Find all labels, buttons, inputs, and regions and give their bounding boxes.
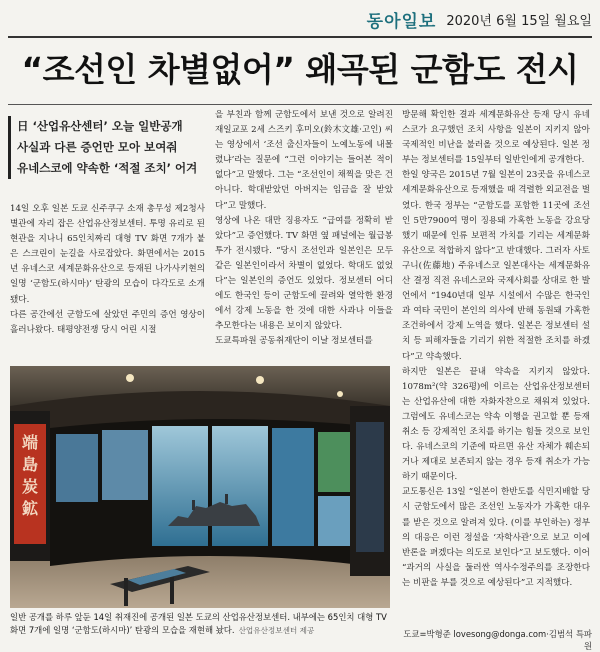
sign-char-2: 島: [21, 455, 39, 474]
deck: [8, 116, 215, 179]
article-column-1: 14일 오후 일본 도쿄 신주쿠구 소재 총무성 제2청사 별관에 자리 잡은 산업유산정보센터. 투명 유리로 된 현관을 지나니 65인치짜리 대형 TV 화면 7개가 붙은 스크린이 눈길을 사로잡았다. 화면에서는 2015년 유네스코 세계문화유산으로 등재된 나가사키현의 일명 ‘군함도(하시마)’ 탄광의 모습이 다각도로 소개됐다. 다른 공간에선 군함도에 살았던 주민의 증언 영상이 흘러나왔다. 태평양전쟁 당시 어린 시절: [10, 204, 205, 335]
byline: 도쿄=박형준 lovesong@donga.com·김범석 특파원: [403, 629, 592, 651]
deck-line-3: 유네스코에 약속한 ‘적절 조치’ 어겨: [17, 161, 198, 175]
deck-line-2: 사실과 다른 증언만 모아 보여줘: [17, 140, 178, 154]
newspaper-logo: 동아일보: [366, 11, 437, 32]
masthead: [0, 6, 592, 32]
deck-line-1: 日 ‘산업유산센터’ 오늘 일반공개: [17, 119, 183, 133]
sign-char-3: 炭: [21, 477, 39, 496]
issue-date: 2020년 6월 15일 월요일: [446, 13, 592, 29]
article-column-3: 방문해 확인한 결과 세계문화유산 등재 당시 유네스코가 요구했던 조치 사항을 일본이 지키지 않아 국제적인 비난을 불러올 것으로 예상된다. 일본 정부는 정보센터를 15일부터 일반인에게 공개한다. 한일 양국은 2015년 7월 일본이 23곳을 유네스코 세계문화유산으로 등재했을 때 격렬한 외교전을 벌였다. 한국 정부는 “군함도를 포함한 11곳에 조선인 5만7900여 명이 징용돼 가혹한 노동을 강요당했기 때문에 인류 보편적 가치를 기리는 세계문화유산으로 적합하지 않다”고 반대했다. 그러자 사토 구니(佐藤地) 주유네스코 일본대사는 세계문화유산 결정 직전 유네스코와 국제사회를 상대로 한 발언에서 “1940년대 일부 시설에서 수많은 한국인과 여타 국민이 본인의 의사에 반해 동원돼 가혹한 조건하에서 강제 노역을 했다. 일본은 정보센터 설치 등 피해자들을 기리기 위한 적절한 조치를 하겠다”고 약속했다. 하지만 일본은 끝내 약속을 지키지 않았다. 1078m²(약 326평)에 이르는 산업유산정보센터는 산업유산에 대한 자화자찬으로 채워져 있었다. 그럼에도 유네스코는 약속 이행을 권고할 뿐 등재 취소 등 강제적인 조치를 하기는 힘들 것으로 보인다. 유네스코의 기준에 따르면 유산 자체가 훼손되거나 제대로 보존되지 않는 경우 등재 취소가 가능하기 때문이다. 교도통신은 13일 “일본이 한반도를 식민지배할 당시 군함도에서 많은 조선인 노동자가 가혹한 대우를 받은 것으로 알려져 있다. (이를 부인하는) 정부의 대응은 이런 정설을 ‘자학사관’으로 보고 이에 반론을 펴겠다는 의도로 보인다”고 보도했다. 이어 “과거의 사실을 둘러싼 역사수정주의를 조장한다는 비판을 부를 것으로 예상된다”고 지적했다.: [402, 110, 590, 588]
exhibition-photo-illustration: [10, 366, 390, 608]
top-rule: [8, 36, 592, 38]
caption-text: 일반 공개를 하루 앞둔 14일 취재진에 공개된 일본 도쿄의 산업유산정보센터. 내부에는 65인치 대형 TV 화면 7개에 일명 ‘군함도(하시마)’ 탄광의 모습을 재현해 놨다.: [10, 612, 387, 635]
sign-char-1: 端: [21, 433, 39, 452]
article-column-2: 을 부친과 함께 군함도에서 보낸 것으로 알려진 재일교포 2세 스즈키 후미오(鈴木文雄·고인) 씨는 영상에서 ‘조선 출신자들이 노예노동에 내몰렸냐’라는 질문에 “그런 이야기는 들어본 적이 없다”고 말했다. 그는 “조선인이 채찍을 맞은 건 아니다. 학대받았던 아버지는 임금을 잘 받았다”고 말했다. 영상에 나온 대만 징용자도 “급여를 정확히 받았다”고 증언했다. TV 화면 옆 패널에는 월급봉투가 전시됐다. “당시 조선인과 일본인은 모두 같은 일본인이라서 차별이 없었다. 학대도 없었다”는 일본인의 증언도 있었다. 정보센터 어디에도 한국인 등이 군함도에 끌려와 열악한 환경에서 강제 노동을 한 것에 대한 사과나 이들을 추모한다는 내용은 보이지 않았다. 도쿄특파원 공동취재단이 이날 정보센터를: [215, 110, 393, 347]
headline: “조선인 차별없어” 왜곡된 군함도 전시: [21, 50, 579, 89]
sign-char-4: 鉱: [21, 499, 39, 518]
exhibition-photo: [10, 366, 390, 608]
photo-caption: [10, 611, 392, 637]
headline-rule: [8, 104, 592, 105]
photo-credit: 산업유산정보센터 제공: [238, 625, 315, 635]
